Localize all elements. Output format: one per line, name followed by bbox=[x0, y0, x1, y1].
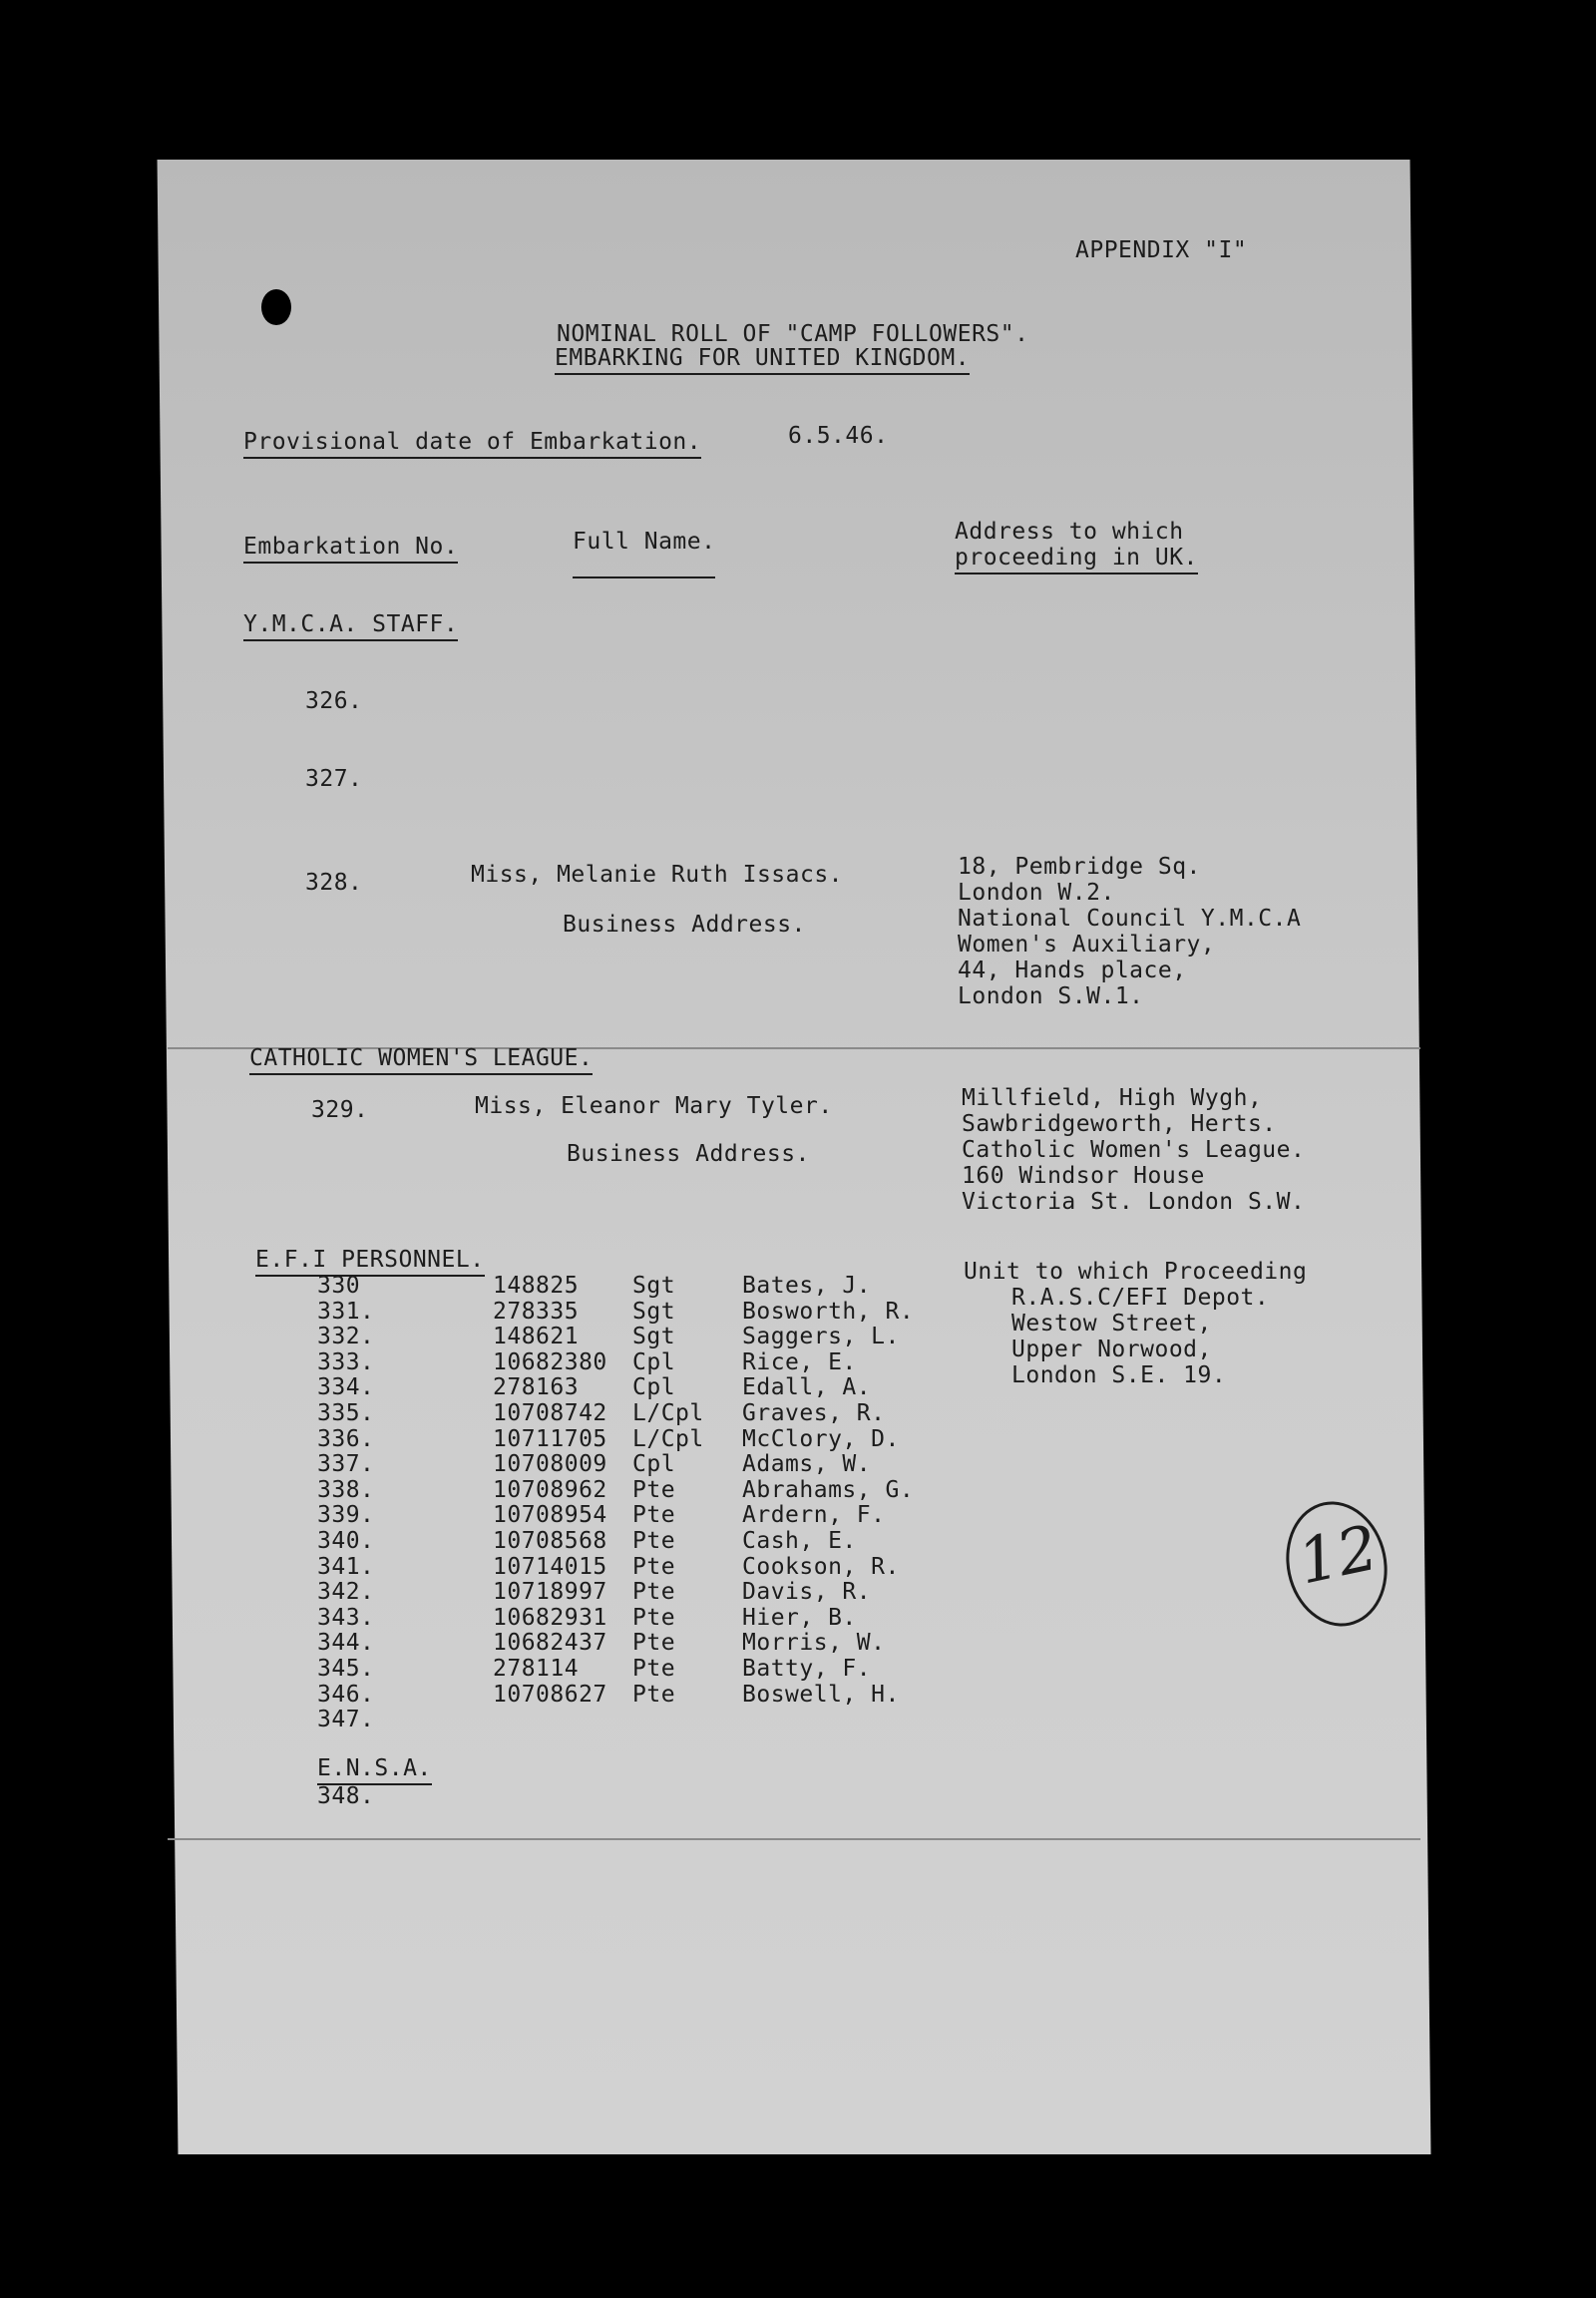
address-line: 44, Hands place, bbox=[958, 958, 1187, 983]
address-line: 160 Windsor House bbox=[962, 1163, 1205, 1189]
header-embarkation-no: Embarkation No. bbox=[243, 534, 458, 564]
address-line: National Council Y.M.C.A bbox=[958, 906, 1302, 932]
personnel-name: Boswell, H. bbox=[742, 1681, 900, 1708]
roster-row bbox=[0, 1400, 1396, 1426]
section-heading-efi: E.F.I PERSONNEL. bbox=[255, 1247, 485, 1277]
personnel-name: Edall, A. bbox=[742, 1374, 872, 1401]
full-name: Miss, Eleanor Mary Tyler. bbox=[475, 1093, 833, 1119]
roster-row bbox=[0, 1707, 1396, 1732]
personnel-name: Morris, W. bbox=[742, 1630, 886, 1657]
army-number: 10682931 bbox=[493, 1604, 607, 1631]
personnel-name: Abrahams, G. bbox=[742, 1476, 915, 1503]
rank: Pte bbox=[632, 1630, 676, 1657]
army-number: 278163 bbox=[493, 1374, 580, 1401]
title-line-1: NOMINAL ROLL OF "CAMP FOLLOWERS". bbox=[557, 321, 1029, 347]
title-line-2: EMBARKING FOR UNITED KINGDOM. bbox=[555, 345, 970, 375]
rank: Sgt bbox=[632, 1273, 676, 1299]
address-line: London S.W.1. bbox=[958, 983, 1144, 1009]
embarkation-no: 339. bbox=[317, 1502, 375, 1529]
embarkation-no: 331. bbox=[317, 1298, 375, 1325]
address-line: Sawbridgeworth, Herts. bbox=[962, 1111, 1277, 1137]
roster-row bbox=[0, 1426, 1396, 1452]
fold-line bbox=[168, 1838, 1420, 1840]
army-number: 10708742 bbox=[493, 1400, 607, 1426]
embarkation-no: 348. bbox=[317, 1783, 375, 1809]
roster-row bbox=[0, 1554, 1396, 1580]
unit-line: Unit to which Proceeding bbox=[964, 1259, 1308, 1285]
full-name: Miss, Melanie Ruth Issacs. bbox=[471, 862, 844, 888]
army-number: 10714015 bbox=[493, 1553, 607, 1580]
roster-row bbox=[0, 1656, 1396, 1682]
roster-row bbox=[0, 1299, 1396, 1325]
rank: Pte bbox=[632, 1553, 676, 1580]
army-number: 10708568 bbox=[493, 1528, 607, 1554]
roster-row bbox=[0, 1579, 1396, 1605]
header-full-name: Full Name. bbox=[573, 529, 715, 578]
embarkation-no: 341. bbox=[317, 1553, 375, 1580]
address-line: 18, Pembridge Sq. bbox=[958, 854, 1201, 880]
army-number: 10708627 bbox=[493, 1681, 607, 1708]
page-number: 12 bbox=[1292, 1510, 1385, 1599]
rank: Pte bbox=[632, 1528, 676, 1554]
unit-line: R.A.S.C/EFI Depot. bbox=[1011, 1285, 1270, 1311]
personnel-name: Bosworth, R. bbox=[742, 1298, 915, 1325]
personnel-name: Bates, J. bbox=[742, 1273, 872, 1299]
army-number: 278114 bbox=[493, 1656, 580, 1682]
embarkation-no: 333. bbox=[317, 1348, 375, 1375]
section-heading-cwl: CATHOLIC WOMEN'S LEAGUE. bbox=[249, 1045, 593, 1075]
rank: Pte bbox=[632, 1502, 676, 1529]
roster-row bbox=[0, 1605, 1396, 1631]
rank: Pte bbox=[632, 1656, 676, 1682]
personnel-name: Davis, R. bbox=[742, 1579, 872, 1606]
rank: Cpl bbox=[632, 1374, 676, 1401]
roster-row bbox=[0, 1374, 1396, 1400]
punch-hole bbox=[261, 289, 291, 325]
personnel-name: Batty, F. bbox=[742, 1656, 872, 1682]
personnel-name: Adams, W. bbox=[742, 1451, 872, 1478]
appendix-label: APPENDIX "I" bbox=[1075, 237, 1248, 263]
army-number: 10708009 bbox=[493, 1451, 607, 1478]
address-line: Women's Auxiliary, bbox=[958, 932, 1216, 958]
rank: Pte bbox=[632, 1476, 676, 1503]
embarkation-no: 345. bbox=[317, 1656, 375, 1682]
personnel-name: Hier, B. bbox=[742, 1604, 857, 1631]
personnel-name: McClory, D. bbox=[742, 1425, 900, 1452]
embarkation-no: 329. bbox=[311, 1097, 369, 1123]
header-address-line-2: proceeding in UK. bbox=[955, 545, 1198, 574]
header-address-line-1: Address to which bbox=[955, 519, 1184, 545]
personnel-name: Graves, R. bbox=[742, 1400, 886, 1426]
embarkation-no: 332. bbox=[317, 1324, 375, 1350]
rank: Cpl bbox=[632, 1348, 676, 1375]
roster-row bbox=[0, 1349, 1396, 1375]
roster-row bbox=[0, 1528, 1396, 1554]
business-address-label: Business Address. bbox=[567, 1141, 810, 1167]
rank: L/Cpl bbox=[632, 1400, 704, 1426]
provisional-date-label: Provisional date of Embarkation. bbox=[243, 429, 701, 459]
roster-row bbox=[0, 1273, 1396, 1299]
embarkation-no: 336. bbox=[317, 1425, 375, 1452]
army-number: 10708954 bbox=[493, 1502, 607, 1529]
embarkation-no: 335. bbox=[317, 1400, 375, 1426]
embarkation-no: 328. bbox=[305, 870, 363, 896]
embarkation-no: 344. bbox=[317, 1630, 375, 1657]
army-number: 148825 bbox=[493, 1273, 580, 1299]
personnel-name: Rice, E. bbox=[742, 1348, 857, 1375]
army-number: 10711705 bbox=[493, 1425, 607, 1452]
address-line: London W.2. bbox=[958, 880, 1115, 906]
embarkation-no: 327. bbox=[305, 766, 363, 792]
rank: Pte bbox=[632, 1681, 676, 1708]
rank: Cpl bbox=[632, 1451, 676, 1478]
army-number: 10718997 bbox=[493, 1579, 607, 1606]
army-number: 10682380 bbox=[493, 1348, 607, 1375]
personnel-name: Cookson, R. bbox=[742, 1553, 900, 1580]
roster-row bbox=[0, 1451, 1396, 1477]
embarkation-no: 338. bbox=[317, 1476, 375, 1503]
address-line: Catholic Women's League. bbox=[962, 1137, 1306, 1163]
army-number: 278335 bbox=[493, 1298, 580, 1325]
personnel-name: Ardern, F. bbox=[742, 1502, 886, 1529]
personnel-name: Cash, E. bbox=[742, 1528, 857, 1554]
embarkation-no: 347. bbox=[317, 1707, 375, 1733]
embarkation-no: 326. bbox=[305, 688, 363, 714]
rank: Pte bbox=[632, 1604, 676, 1631]
embarkation-no: 343. bbox=[317, 1604, 375, 1631]
army-number: 10682437 bbox=[493, 1630, 607, 1657]
embarkation-no: 346. bbox=[317, 1681, 375, 1708]
embarkation-no: 334. bbox=[317, 1374, 375, 1401]
unit-line: Upper Norwood, bbox=[1011, 1337, 1212, 1362]
embarkation-no: 337. bbox=[317, 1451, 375, 1478]
rank: Sgt bbox=[632, 1324, 676, 1350]
army-number: 148621 bbox=[493, 1324, 580, 1350]
business-address-label: Business Address. bbox=[563, 912, 806, 938]
embarkation-no: 342. bbox=[317, 1579, 375, 1606]
unit-line: Westow Street, bbox=[1011, 1311, 1212, 1337]
roster-row bbox=[0, 1682, 1396, 1708]
unit-line: London S.E. 19. bbox=[1011, 1362, 1227, 1388]
rank: L/Cpl bbox=[632, 1425, 704, 1452]
embarkation-no: 340. bbox=[317, 1528, 375, 1554]
section-heading-ymca: Y.M.C.A. STAFF. bbox=[243, 611, 458, 641]
roster-row bbox=[0, 1502, 1396, 1528]
roster-row bbox=[0, 1477, 1396, 1503]
army-number: 10708962 bbox=[493, 1476, 607, 1503]
roster-row bbox=[0, 1630, 1396, 1656]
rank: Pte bbox=[632, 1579, 676, 1606]
address-line: Victoria St. London S.W. bbox=[962, 1189, 1306, 1215]
section-heading-ensa: E.N.S.A. bbox=[317, 1755, 432, 1785]
personnel-name: Saggers, L. bbox=[742, 1324, 900, 1350]
provisional-date: 6.5.46. bbox=[788, 423, 889, 449]
embarkation-no: 330 bbox=[317, 1273, 361, 1299]
rank: Sgt bbox=[632, 1298, 676, 1325]
address-line: Millfield, High Wygh, bbox=[962, 1085, 1263, 1111]
roster-row bbox=[0, 1324, 1396, 1349]
